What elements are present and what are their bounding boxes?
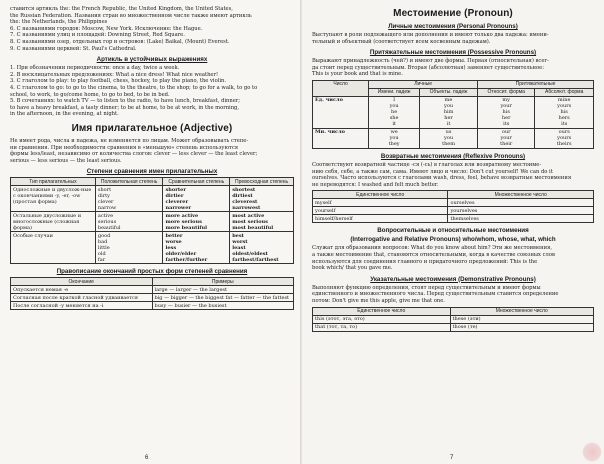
page-number: 7 [450,455,454,461]
pron-header-obj: Объекты. падеж [420,88,478,96]
table-row [11,286,294,294]
page-number: 6 [145,455,149,461]
article-heading: Артикль в устойчивых выражениях [96,56,208,64]
table-row [11,212,294,232]
degrees-superlative-cell: most active most serious most beautiful [230,212,294,232]
degrees-positive-cell: good bad little old far [95,232,163,264]
table-row [313,128,594,148]
degrees-positive-cell: short dirty clever narrow [95,186,163,212]
pronouns-table [312,80,594,149]
text-line: да стоит перед существительным. Вторая (абсолютная) заменяет существительное: [312,64,544,71]
table-row [313,215,594,223]
adjective-intro [10,138,294,164]
reflexive-table [312,190,594,223]
text-line: Служат для образования вопросов: What do you know about him? Эти же местоимения, [312,245,552,252]
pron-header-nom: Имени. падеж [369,88,420,96]
pronoun-title: Местоимение (Pronoun) [393,8,513,19]
degrees-comparative-cell: more active more serious more beautiful [163,212,230,232]
text-line: 8. С названиями озер, отдельных гор и островов: (Lake) Baikal, (Mount) Everest. [10,38,230,45]
text-line: 9. С названиями церквей: St. Paul's Cathedral. [10,45,137,52]
text-line: тельный и объектный (соответствует всем косвенным падежам). [312,38,491,45]
text-line: ourselves. Часто используются с глаголами wash, dress, feel, behave возвратные местоимения [312,175,572,182]
article-expressions-list [10,65,294,118]
text-line: Выступают в роли подлежащего или дополнения и имеют только два падежа: имени- [312,32,549,38]
text-line: 6. С названиями городов: Moscow, New York. Исключение: the Hague. [10,25,203,32]
degrees-type-cell: Особые случаи [11,232,96,264]
degrees-positive-cell: active serious beautiful [95,212,163,232]
degrees-comparative-cell: shorter dirtier cleverer narrower [163,186,230,212]
reflexive-header: Единственное число [313,191,448,199]
degrees-type-cell: Остальные двусложные и многосложные (сложная форма) [11,212,96,232]
pron-number-cell: Мн. число [313,128,369,148]
pron-nom-cell: we you they [369,128,420,148]
text-line: 2. В восклицательных предложениях: What a nice dress! What nice weather! [10,71,219,78]
spelling-example-cell: large — larger — the largest [152,286,294,294]
text-line: Соответствуют возвратной частице -ся (-сь) в глаголах или возвратному местоиме- [312,161,542,168]
text-line: 7. С названиями улиц и площадей: Downing Street, Red Square. [10,32,185,39]
demo-table [312,307,594,332]
text-line: Выражают принадлежность (чей?) и имеют две формы. Первая (относительная) всег- [312,58,549,65]
table-row [313,315,594,323]
degrees-superlative-cell: best worst least oldest/eldest farthest/farthest [230,232,294,264]
library-stamp [582,442,602,462]
demo-singular-cell: that (тот, та, то) [313,323,451,331]
spelling-header: Окончание [11,278,153,286]
table-row [313,96,594,128]
text-line: school, to work, to go/come home, to go to bed, to be in bed. [10,91,170,98]
possessive-heading: Притяжательные местоимения (Possessive Pronouns) [369,49,537,57]
spelling-header: Примеры [152,278,294,286]
reflexive-singular-cell: himself/herself [313,215,448,223]
pron-abs-cell: mine yours his hers its [535,96,594,128]
spelling-rule-cell: Опускается немая -e [11,286,153,294]
pron-number-cell: Ед. число [313,96,369,128]
text-line: Не имеет рода, числа и падежа, не изменяется по лицам. Может образовывать степе- [10,137,249,144]
degrees-superlative-cell: shortest dirtiest cleverest narrowest [230,186,294,212]
degrees-header: Превосходная степень [230,178,294,186]
text-line: единственного и множественного числа. Перед существительным ставится определение [312,291,559,298]
pron-header-possessive: Притяжательные [478,80,594,88]
reflexive-heading: Возвратные местоимения (Reflexive Pronouns) [380,152,526,160]
spelling-rule-cell: После согласной -y меняется на -i [11,302,153,310]
text-line: This is your book and that is mine. [312,71,403,78]
reflexive-singular-cell: yourself [313,207,448,215]
reflexive-singular-cell: myself [313,199,448,207]
table-row [11,302,294,310]
degrees-type-cell: Односложные и двуслож-ные с окончаниями -y, -er, -ow (простая форма) [11,186,96,212]
article-rules-top [10,6,294,52]
table-row [313,323,594,331]
reflexive-header: Множественное число [448,191,594,199]
adjective-title: Имя прилагательное (Adjective) [71,122,233,134]
reflexive-plural-cell: themselves [448,215,594,223]
table-row [11,294,294,302]
text-line: to have a heavy breakfast, a tasty dinner; to be at home, to be at work, in the morning, [10,104,240,111]
degrees-header: Тип прилагательных [11,178,96,186]
spelling-table [10,277,294,310]
demo-header: Множественное число [450,307,593,315]
pron-rel-cell: my your his her its [478,96,535,128]
demo-header: Единственное число [313,307,451,315]
text-line: ни сравнения. При необходимости сравнения в «меньшую» степень используются [10,144,239,151]
pron-obj-cell: us you them [420,128,478,148]
text-line: 5. В сочетаниях: to watch TV — to listen to the radio, to have lunch, breakfast, dinner; [10,98,241,105]
text-line: используются для соединения главного и придаточного предложений: This is the [312,258,538,265]
text-line: ставится артикль the: the French Republic, the United Kingdom, the United States, [10,6,233,12]
personal-text [312,32,594,45]
pron-header-rel: Относит. форма [478,88,535,96]
text-line: не переводятся: I washed and felt much better. [312,181,439,188]
pron-obj-cell: me you him her it [420,96,478,128]
interrog-heading: Вопросительные и относительные местоимения [377,227,529,235]
demo-plural-cell: these (эти) [450,315,593,323]
text-line: формы less/least, независимо от количества слогов: clever — less clever — the least clever; [10,151,258,158]
text-line: book which/ that you gave me. [312,265,393,272]
table-row [313,207,594,215]
text-line: нию себя, себе, а также сам, сама. Имеют лицо и число: Don't cut yourself! We can do it [312,168,553,175]
pron-header-personal: Личные [369,80,478,88]
spelling-rule-cell: Согласная после краткой гласной удваивается [11,294,153,302]
text-line: потом: Don't give me this apple, give me that one. [312,297,445,304]
text-line: the Russian Federation. Названия стран во множественном числе также имеют артикль [10,12,252,19]
degrees-table [10,177,294,264]
demo-text [312,285,594,305]
degrees-header: Сравнительная степень [163,178,230,186]
text-line: serious — less serious — the least serious. [10,157,122,164]
pron-abs-cell: ours yours theirs [535,128,594,148]
interrog-heading-en: (Interrogative and Relative Pronouns) who/whom, whose, what, which [350,236,556,244]
reflexive-text [312,162,594,188]
text-line: а также местоимение that, становятся относительными, когда в качестве союзных слов [312,251,555,258]
reflexive-plural-cell: yourselves [448,207,594,215]
demo-plural-cell: those (те) [450,323,593,331]
spelling-example-cell: busy — busier — the busiest [152,302,294,310]
text-line: the: the Netherlands, the Philippines [10,19,108,26]
spelling-heading: Правописание окончаний простых форм степеней сравнения [56,268,248,276]
demo-heading: Указательные местоимения (Demonstrative Pronouns) [370,275,536,283]
degrees-comparative-cell: better worse less older/elder farther/further [163,232,230,264]
pron-rel-cell: our your their [478,128,535,148]
right-page [302,0,604,464]
table-row [11,232,294,264]
text-line: 3. С глаголом to play: to play football, chess, hockey, to play the piano, the violin. [10,78,227,85]
text-line: in the afternoon, in the evening, at night. [10,111,119,118]
spelling-example-cell: big — bigger — the biggest fat — fatter — the fattest [152,294,294,302]
personal-heading: Личные местоимения (Personal Pronouns) [388,23,518,30]
pron-header-number: Число [313,80,369,96]
demo-singular-cell: this (этот, эта, это) [313,315,451,323]
text-line: Выполняют функцию определения, стоят перед существительным и имеют формы [312,284,541,291]
degrees-header: Положительная степень [95,178,163,186]
reflexive-plural-cell: ourselves [448,199,594,207]
text-line: 4. С глаголом to go: to go to the cinema, to the theatre, to the shop; to go for a walk, to go to [10,84,258,91]
possessive-text [312,58,594,78]
text-line: 1. При обозначении периодичности: once a day, twice a week. [10,65,180,72]
pron-header-abs: Абсолют. форма [535,88,594,96]
degrees-heading: Степени сравнения имен прилагательных [86,168,218,176]
table-row [11,186,294,212]
pron-nom-cell: I you he she it [369,96,420,128]
interrog-text [312,245,594,271]
table-row [313,199,594,207]
